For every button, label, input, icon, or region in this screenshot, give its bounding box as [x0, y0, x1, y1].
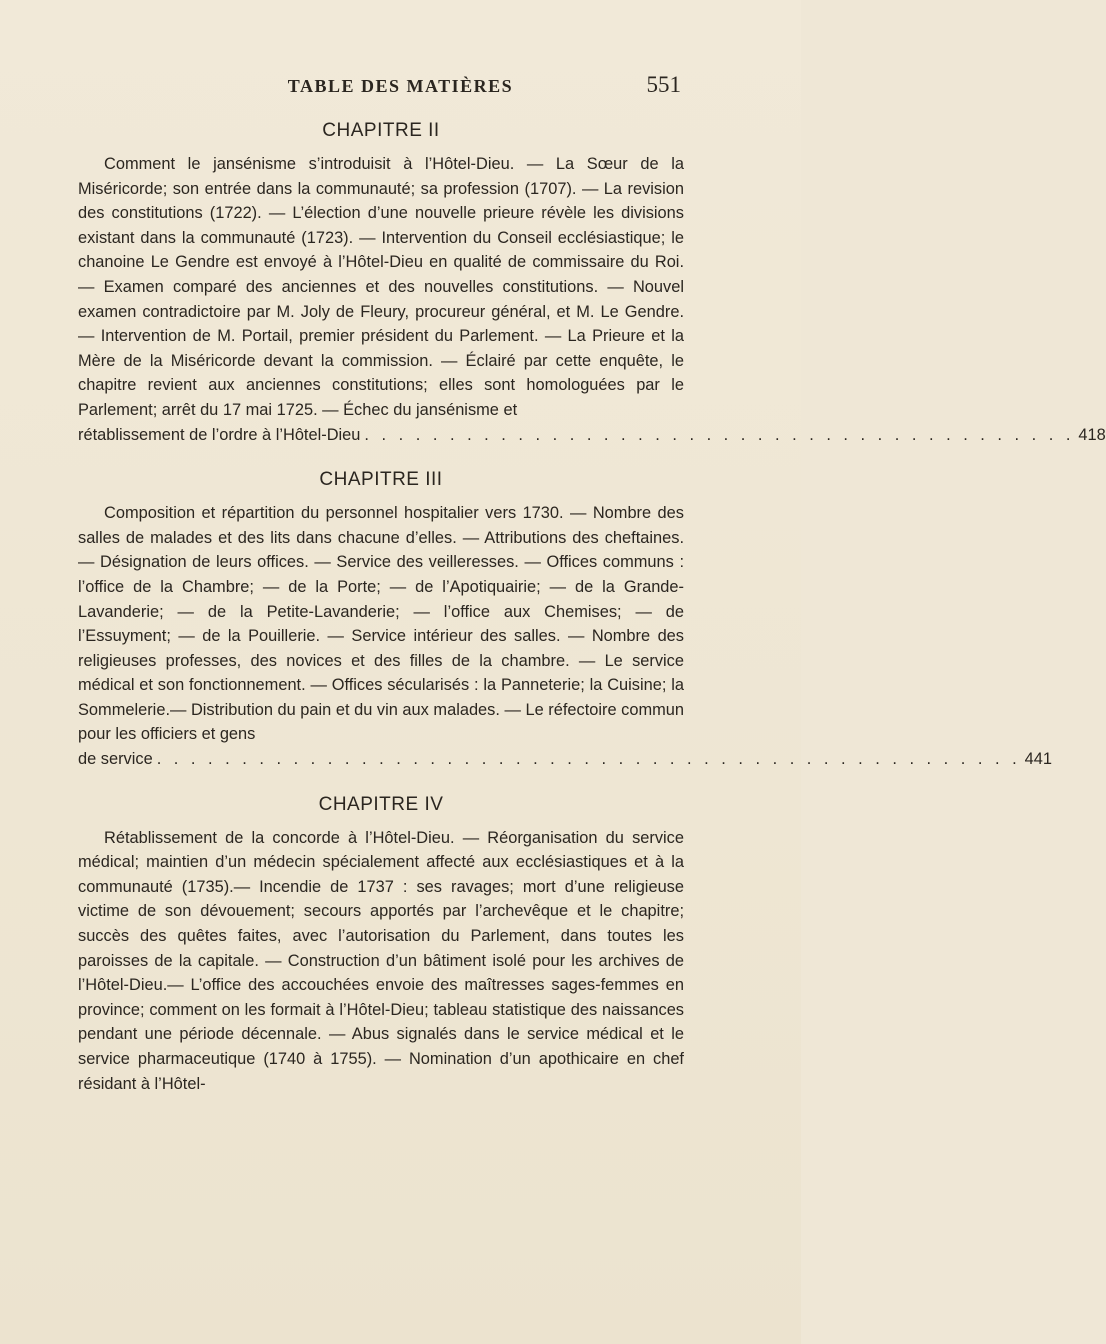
chapter-entry — [78, 118, 1106, 447]
running-head — [0, 72, 801, 102]
chapter-final-text: de service — [78, 750, 153, 769]
page-number: 551 — [646, 72, 681, 97]
chapter-page-ref: 418 — [1078, 425, 1106, 444]
chapter-entry — [78, 467, 1053, 772]
chapter-summary: Rétablissement de la concorde à l’Hôtel-Dieu. — Réorganisation du service médical; maintien d’un médecin spécialement affecté aux ecclésiastiques et à la communauté (1735).— Incendie de 1737 : ses ravages; mort d’une religieuse victime de son dévouement; secours apportés par l’archevêque et le chapitre; succès des quêtes faites, avec l’autorisation du Parlement, dans toutes les paroisses de la capitale. — Construction d’un bâtiment isolé pour les archives de l’Hôtel-Dieu.— L’office des accouchées envoie des maîtresses sages-femmes en province; comment on les formait à l’Hôtel-Dieu; tableau statistique des naissances pendant une période décennale. — Abus signalés dans le service médical et le service pharmaceutique (1740 à 1755). — Nomination d’un apothicaire en chef résidant à l’Hôtel- — [78, 828, 684, 1093]
chapter-page-ref: 441 — [1024, 750, 1053, 769]
table-of-contents — [78, 118, 1106, 1116]
chapter-heading: CHAPITRE IV — [318, 793, 444, 815]
running-title: TABLE DES MATIÈRES — [287, 76, 514, 96]
chapter-summary: Composition et répartition du personnel hospitalier vers 1730. — Nombre des salles de malades et des lits dans chacune d’elles. — Attributions des cheftaines. — Désignation de leurs offices. — Service des veilleresses. — Offices communs : l’office de la Chambre; — de la Porte; — de l’Apotiquairie; — de la Grande-Lavanderie; — de la Petite-Lavanderie; — l’office aux Chemises; — de l’Essuyment; — de la Pouillerie. — Service intérieur des salles. — Nombre des religieuses professes, des novices et des filles de la chambre. — Le service médical et son fonctionnement. — Offices sécularisés : la Panneterie; la Cuisine; la Sommelerie.— Distribution du pain et du vin aux malades. — Le réfectoire commun pour les officiers et gens — [78, 504, 684, 744]
chapter-final-text: rétablissement de l’ordre à l’Hôtel-Dieu — [78, 425, 361, 444]
dot-leader: . . . . . . . . . . . . . . . . . . . . . . . . . . . . . . . . . . . . . . . . . . . . . . . . . . . — [156, 750, 1021, 769]
chapter-entry — [78, 792, 684, 1097]
chapter-final-line — [78, 423, 1106, 448]
chapter-final-line — [78, 747, 1053, 772]
chapter-heading: CHAPITRE II — [322, 120, 440, 141]
dot-leader: . . . . . . . . . . . . . . . . . . . . . . . . . . . . . . . . . . . . . . . . . . — [364, 425, 1075, 444]
chapter-summary: Comment le jansénisme s’introduisit à l’Hôtel-Dieu. — La Sœur de la Miséricorde; son entrée dans la communauté; sa profession (1707). — La revision des constitutions (1722). — L’élection d’une nouvelle prieure révèle les divisions existant dans la communauté (1723). — Intervention du Conseil ecclésiastique; le chanoine Le Gendre est envoyé à l’Hôtel-Dieu en qualité de commissaire du Roi. — Examen comparé des anciennes et des nouvelles constitutions. — Nouvel examen contradictoire par M. Joly de Fleury, procureur général, et M. Le Gendre. — Intervention de M. Portail, premier président du Parlement. — La Prieure et la Mère de la Miséricorde devant la commission. — Éclairé par cette enquête, le chapitre revient aux anciennes constitutions; elles sont homologuées par le Parlement; arrêt du 17 mai 1725. — Échec du jansénisme et — [78, 155, 684, 419]
chapter-heading: CHAPITRE III — [319, 469, 443, 491]
